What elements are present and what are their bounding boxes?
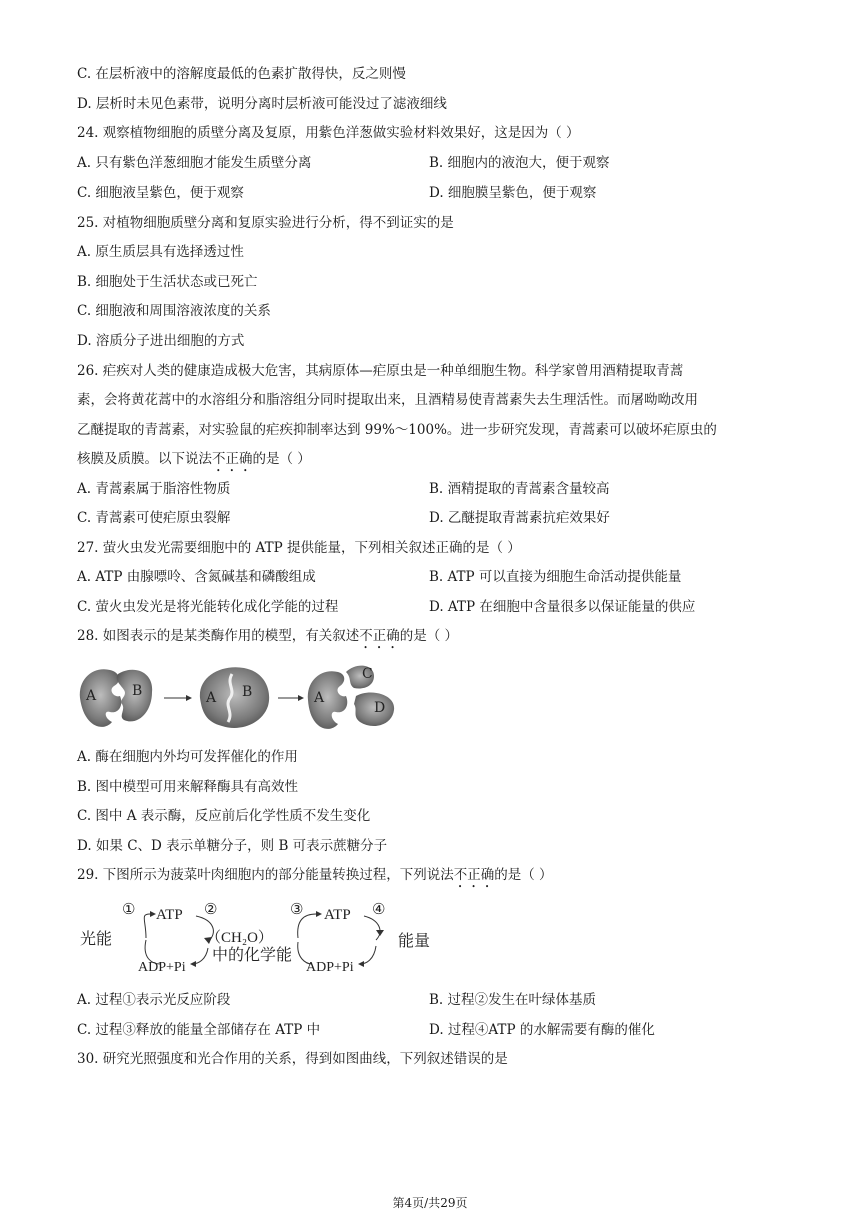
q29-option-d: D. 过程④ATP 的水解需要有酶的催化 <box>429 1022 655 1038</box>
fig-step-3: ③ <box>290 902 304 918</box>
arrow-2 <box>278 695 304 701</box>
q25-option-a: A. 原生质层具有选择透过性 <box>77 244 244 260</box>
energy-conversion-figure <box>80 898 450 978</box>
fig-atp-1: ATP <box>156 907 183 923</box>
fig-atp-2: ATP <box>324 907 351 923</box>
q27-stem: 27. 萤火虫发光需要细胞中的 ATP 提供能量，下列相关叙述正确的是（ ） <box>77 540 521 556</box>
q26-stem-line4 <box>77 449 311 475</box>
q29-option-c: C. 过程③释放的能量全部储存在 ATP 中 <box>77 1022 321 1038</box>
fig-label-c3: C <box>362 666 373 682</box>
q28-stem <box>77 626 458 652</box>
fig-label-a1: A <box>86 688 97 704</box>
q27-option-d: D. ATP 在细胞中含量很多以保证能量的供应 <box>429 599 696 615</box>
q27-option-a: A. ATP 由腺嘌呤、含氮碱基和磷酸组成 <box>77 569 316 585</box>
fig-energy: 能量 <box>398 933 431 950</box>
q29-option-b: B. 过程②发生在叶绿体基质 <box>429 992 597 1008</box>
q26-stem-line3: 乙醚提取的青蒿素，对实验鼠的疟疾抑制率达到 99%～100%。进一步研究发现，青蒿素可以破坏疟原虫的 <box>77 422 717 438</box>
q23-option-c: C. 在层析液中的溶解度最低的色素扩散得快，反之则慢 <box>77 66 406 82</box>
q29-stem-post: 的是（ ） <box>494 867 553 883</box>
q29-stem-pre: 29. 下图所示为菠菜叶肉细胞内的部分能量转换过程，下列说法 <box>77 867 454 883</box>
cycle1-left-arc <box>144 914 150 938</box>
q26-emphasis: 不正确 <box>212 451 253 467</box>
q26-stem-line4-post: 的是（ ） <box>252 451 311 467</box>
fig-label-d3: D <box>374 700 386 716</box>
page-number: 第4页/共29页 <box>392 1196 468 1210</box>
q24-option-a: A. 只有紫色洋葱细胞才能发生质壁分离 <box>77 155 312 171</box>
q24-option-c: C. 细胞液呈紫色，便于观察 <box>77 185 244 201</box>
q29-stem <box>77 865 553 891</box>
fig-label-b1: B <box>132 683 143 699</box>
q24-stem: 24. 观察植物细胞的质壁分离及复原，用紫色洋葱做实验材料效果好，这是因为（ ） <box>77 125 580 141</box>
q28-emphasis: 不正确 <box>359 628 400 644</box>
q28-option-a: A. 酶在细胞内外均可发挥催化的作用 <box>77 749 298 765</box>
q29-emphasis: 不正确 <box>453 867 495 883</box>
q27-option-b: B. ATP 可以直接为细胞生命活动提供能量 <box>429 569 682 585</box>
q28-option-c: C. 图中 A 表示酶，反应前后化学性质不发生变化 <box>77 808 371 824</box>
q25-stem: 25. 对植物细胞质壁分离和复原实验进行分析，得不到证实的是 <box>77 215 454 231</box>
enzyme-model-figure <box>74 660 404 738</box>
q28-stem-post: 的是（ ） <box>399 628 459 644</box>
stage-3-products <box>308 666 394 729</box>
q27-option-c: C. 萤火虫发光是将光能转化成化学能的过程 <box>77 599 339 615</box>
q29-option-a: A. 过程①表示光反应阶段 <box>77 992 231 1008</box>
fig-adp-2: ADP+Pi <box>306 960 354 975</box>
q26-option-c: C. 青蒿素可使疟原虫裂解 <box>77 510 231 526</box>
fig-ch2o: （CH₂O） <box>206 930 273 946</box>
q25-option-b: B. 细胞处于生活状态或已死亡 <box>77 274 258 290</box>
fig-label-a2: A <box>206 690 217 706</box>
stage-2-complex <box>200 667 269 728</box>
q26-stem-line1: 26. 疟疾对人类的健康造成极大危害，其病原体—疟原虫是一种单细胞生物。科学家曾用酒精提取青蒿 <box>77 363 684 379</box>
q25-option-d: D. 溶质分子进出细胞的方式 <box>77 333 245 349</box>
q26-option-d: D. 乙醚提取青蒿素抗疟效果好 <box>429 510 610 526</box>
fig-step-2: ② <box>204 902 218 918</box>
fig-step-4: ④ <box>372 902 386 918</box>
q24-option-d: D. 细胞膜呈紫色，便于观察 <box>429 185 597 201</box>
q26-stem-line2: 素，会将黄花蒿中的水溶组分和脂溶组分同时提取出来，且酒精易使青蒿素失去生理活性。而屠呦呦改用 <box>77 392 698 408</box>
fig-label-a3: A <box>314 690 325 706</box>
q24-option-b: B. 细胞内的液泡大，便于观察 <box>429 155 610 171</box>
fig-chemical-energy: 中的化学能 <box>212 947 293 964</box>
fig-step-1: ① <box>122 902 136 918</box>
arrow-1 <box>164 695 192 701</box>
fig-label-b2: B <box>242 684 253 700</box>
q23-option-d: D. 层析时未见色素带，说明分离时层析液可能没过了滤液细线 <box>77 96 447 112</box>
stage-1-enzyme-substrate <box>80 669 152 727</box>
q30-stem: 30. 研究光照强度和光合作用的关系，得到如图曲线，下列叙述错误的是 <box>77 1051 508 1067</box>
cycle2-right-arc <box>364 916 380 940</box>
q26-stem-line4-pre: 核膜及质膜。以下说法 <box>77 451 212 467</box>
q28-option-d: D. 如果 C、D 表示单糖分子，则 B 可表示蔗糖分子 <box>77 838 388 854</box>
q28-stem-pre: 28. 如图表示的是某类酶作用的模型，有关叙述 <box>77 628 360 644</box>
q26-option-a: A. 青蒿素属于脂溶性物质 <box>77 481 231 497</box>
q25-option-c: C. 细胞液和周围溶液浓度的关系 <box>77 303 271 319</box>
q28-option-b: B. 图中模型可用来解释酶具有高效性 <box>77 779 299 795</box>
fig-adp-1: ADP+Pi <box>138 960 186 975</box>
q26-option-b: B. 酒精提取的青蒿素含量较高 <box>429 481 610 497</box>
fig-light-energy: 光能 <box>80 931 113 948</box>
